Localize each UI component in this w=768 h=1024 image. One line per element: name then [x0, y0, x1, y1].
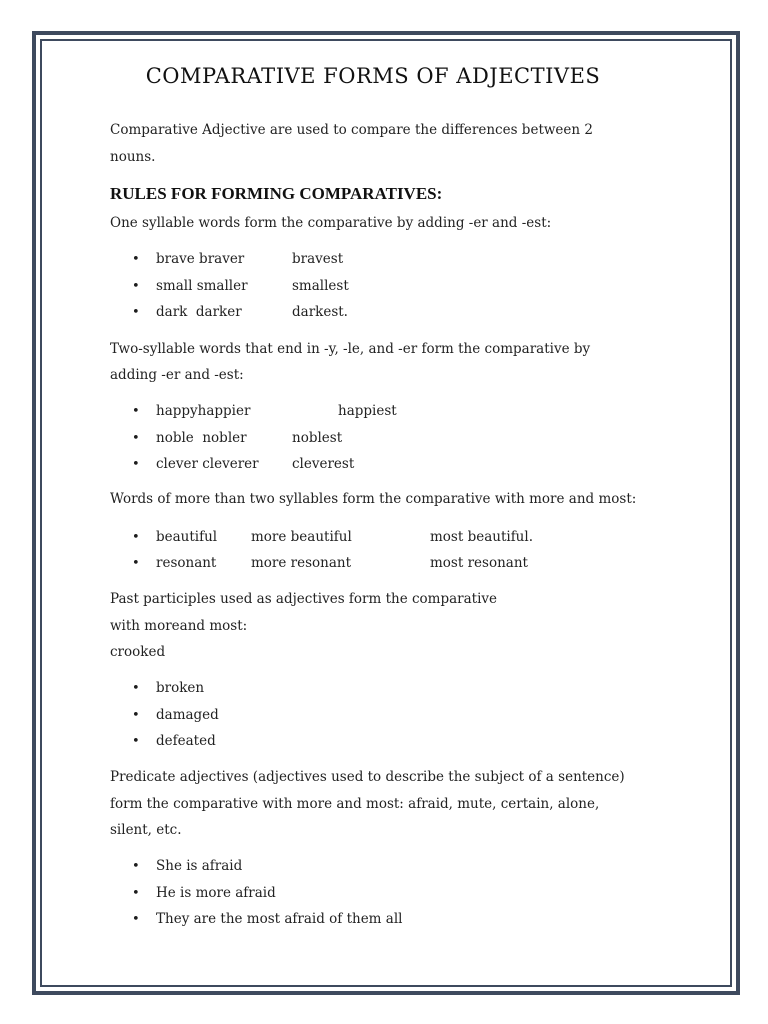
adjective-base: noble nobler [156, 430, 247, 446]
list-item-text: He is more afraid [156, 885, 276, 901]
adjective-base: resonant [156, 555, 217, 571]
adjective-superlative: most resonant [430, 555, 528, 571]
bullet-icon: • [132, 279, 140, 294]
intro-text-line-2: nouns. [110, 149, 156, 165]
adjective-comparative: more resonant [251, 555, 352, 571]
intro-text-line-1: Comparative Adjective are used to compare the differences between 2 [110, 122, 593, 138]
rule-predicate-line-2: form the comparative with more and most: afraid, mute, certain, alone, [110, 796, 600, 812]
list-item-text: She is afraid [156, 858, 243, 874]
rule-predicate-line-1: Predicate adjectives (adjectives used to describe the subject of a sentence) [110, 769, 625, 785]
page-title: COMPARATIVE FORMS OF ADJECTIVES [145, 64, 601, 88]
adjective-superlative: smallest [292, 278, 349, 294]
bullet-icon: • [132, 886, 140, 901]
adjective-base: clever cleverer [156, 456, 259, 472]
adjective-superlative: most beautiful. [430, 529, 533, 545]
bullet-icon: • [132, 859, 140, 874]
adjective-superlative: darkest. [292, 304, 348, 320]
bullet-icon: • [132, 530, 140, 545]
adjective-base: beautiful [156, 529, 218, 545]
bullet-icon: • [132, 431, 140, 446]
adjective-base: brave braver [156, 251, 245, 267]
rule-past-participles-line-3: crooked [110, 644, 166, 660]
adjective-superlative: noblest [292, 430, 343, 446]
rule-past-participles-line-1: Past participles used as adjectives form the comparative [110, 591, 498, 607]
list-item-text: damaged [156, 707, 219, 723]
adjective-base: happyhappier [156, 403, 251, 419]
adjective-superlative: happiest [338, 403, 397, 419]
adjective-superlative: bravest [292, 251, 344, 267]
rule-past-participles-line-2: with moreand most: [110, 618, 248, 634]
adjective-superlative: cleverest [292, 456, 355, 472]
list-item-text: They are the most afraid of them all [156, 911, 403, 927]
bullet-icon: • [132, 912, 140, 927]
adjective-base: dark darker [156, 304, 242, 320]
bullet-icon: • [132, 734, 140, 749]
rule-one-syllable: One syllable words form the comparative by adding -er and -est: [110, 215, 552, 231]
bullet-icon: • [132, 404, 140, 419]
rule-predicate-line-3: silent, etc. [110, 822, 182, 838]
rule-two-syllable-line-1: Two-syllable words that end in -y, -le, and -er form the comparative by [110, 341, 591, 357]
bullet-icon: • [132, 681, 140, 696]
list-item-text: defeated [156, 733, 216, 749]
bullet-icon: • [132, 252, 140, 267]
bullet-icon: • [132, 708, 140, 723]
rule-two-syllable-line-2: adding -er and -est: [110, 367, 244, 383]
rule-multi-syllable: Words of more than two syllables form the comparative with more and most: [110, 491, 637, 507]
adjective-base: small smaller [156, 278, 248, 294]
bullet-icon: • [132, 457, 140, 472]
page-border-inner [40, 39, 732, 987]
rules-heading: RULES FOR FORMING COMPARATIVES: [110, 184, 443, 203]
bullet-icon: • [132, 556, 140, 571]
bullet-icon: • [132, 305, 140, 320]
list-item-text: broken [156, 680, 205, 696]
adjective-comparative: more beautiful [251, 529, 352, 545]
